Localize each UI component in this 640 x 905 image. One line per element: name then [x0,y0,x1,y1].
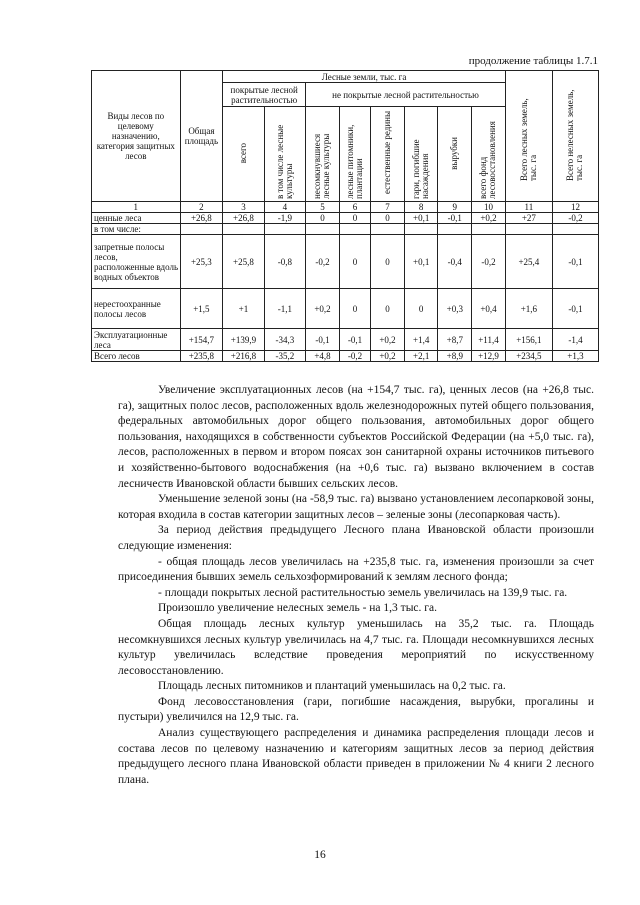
paragraph: Общая площадь лесных культур уменьшилась на 35,2 тыс. га. Площадь несомкнувшихся лесных культур увеличилась на 4,7 тыс. га. Площади несомкнувшихся лесных культур увеличилась вследствие проведения мероприятий по искусственному лесовосстановлению. [118,617,594,677]
table-cell: +0,4 [472,289,506,329]
paragraph: - общая площадь лесов увеличилась на +235,8 тыс. га, изменения произошли за счет присоединения бывших земель сельхозформирований к землям лесного фонда; [118,555,594,584]
table-cell: -0,2 [339,351,370,362]
table-cell: 0 [371,213,405,224]
table-cell: 0 [371,289,405,329]
header-c4-forest-cultures: в том числе лесные культуры [264,107,305,202]
header-total-area: Общая площадь [180,71,223,202]
table-cell: +12,9 [472,351,506,362]
paragraph: Фонд лесовосстановления (гари, погибшие насаждения, вырубки, прогалины и пустыри) увеличился на 12,9 тыс. га. [118,695,594,724]
table-cell: +1,4 [404,329,438,351]
col-number: 1 [92,202,181,213]
paragraph: Увеличение эксплуатационных лесов (на +154,7 тыс. га), ценных лесов (на +26,8 тыс. га), защитных полос лесов, расположенных вдоль железнодорожных путей общего пользования, федеральных автомобильных дорог общего пользования, автомобильных дорог общего пользования, находящихся в собственности субъектов Российской Федерации (на +5,0 тыс. га), лесов, расположенных в первом и втором поясах зон санитарной охраны источников питьевого и хозяйственно-бытового водоснабжения (на +0,6 тыс. га) вызвано включением в состав лесничеств Ивановской области бывших сельских лесов. [118,384,594,490]
table-cell: +8,9 [438,351,472,362]
col-number: 2 [180,202,223,213]
header-c9-clearcuts: вырубки [438,107,472,202]
col-number: 9 [438,202,472,213]
header-forest-lands: Лесные земли, тыс. га [223,71,506,83]
table-cell: -0,1 [339,329,370,351]
table-cell: 0 [371,235,405,289]
body-text [118,383,594,788]
header-covered-lands: покрытые лесной растительностью [223,83,306,107]
table-cell: -35,2 [264,351,305,362]
table-cell: +25,8 [223,235,264,289]
paragraph: Уменьшение зеленой зоны (на -58,9 тыс. га) вызвано установлением лесопарковой зоны, которая входила в состав категории защитных лесов – зеленые зоны (лесопарковая часть). [118,493,594,521]
table-cell: -0,2 [306,235,340,289]
col-number: 3 [223,202,264,213]
table-cell: -0,8 [264,235,305,289]
table-cell: 0 [339,235,370,289]
table-cell: +4,8 [306,351,340,362]
col-number: 8 [404,202,438,213]
table-cell: +26,8 [223,213,264,224]
table-cell: +0,3 [438,289,472,329]
table-cell: -1,1 [264,289,305,329]
table-cell: 0 [339,213,370,224]
table-cell: -0,1 [552,235,598,289]
header-not-covered-lands: не покрытые лесной растительностью [306,83,506,107]
header-c5-unclosed-cultures: несомкнувшиеся лесные культуры [306,107,340,202]
table-cell: +26,8 [180,213,223,224]
table-row [92,213,599,224]
forest-area-table [91,70,599,362]
table-row [92,329,599,351]
table-cell: -0,2 [552,213,598,224]
table-cell: +11,4 [472,329,506,351]
table-cell: +216,8 [223,351,264,362]
table-cell: -0,1 [552,289,598,329]
table-cell: -0,4 [438,235,472,289]
table-cell: +0,1 [404,235,438,289]
table-row [92,235,599,289]
table-cell: -0,1 [438,213,472,224]
col-number: 6 [339,202,370,213]
table-row [92,289,599,329]
header-c6-nurseries: лесные питомники, плантации [339,107,370,202]
paragraph: - площади покрытых лесной растительностью земель увеличилась на 139,9 тыс. га. [158,586,568,599]
table-cell: -34,3 [264,329,305,351]
table-row [92,224,599,235]
col-number: 7 [371,202,405,213]
row-label: Эксплуатационные леса [92,329,181,351]
row-label: в том числе: [92,224,181,235]
header-c3-total: всего [223,107,264,202]
table-cell: +25,4 [505,235,552,289]
header-species: Виды лесов по целевому назначению, категория защитных лесов [92,71,181,202]
table-cell: +0,2 [371,351,405,362]
table-cell: 0 [404,289,438,329]
table-cell: +1,3 [552,351,598,362]
table-cell: 0 [306,213,340,224]
header-total-nonforest-lands: Всего нелесных земель, тыс. га [552,71,598,202]
table-cell: 0 [339,289,370,329]
table-cell: -1,4 [552,329,598,351]
table-cell: +8,7 [438,329,472,351]
table-cell: +1,5 [180,289,223,329]
row-label: нерестоохранные полосы лесов [92,289,181,329]
table-cell: +27 [505,213,552,224]
col-number: 5 [306,202,340,213]
table-cell: +154,7 [180,329,223,351]
table-row [92,351,599,362]
paragraph: Площадь лесных питомников и плантаций уменьшилась на 0,2 тыс. га. [158,680,506,693]
header-total-forest-lands: Всего лесных земель, тыс. га [505,71,552,202]
paragraph: Анализ существующего распределения и динамика распределения площади лесов и состава лесов по целевому назначению и категориям защитных лесов за период действия предыдущего лесного плана Ивановской области приведен в приложении № 4 книги 2 лесного плана. [118,727,594,786]
table-cell: +2,1 [404,351,438,362]
table-cell: +235,8 [180,351,223,362]
table-continuation-label: продолжение таблицы 1.7.1 [468,55,598,67]
table-cell: +139,9 [223,329,264,351]
row-label: Всего лесов [92,351,181,362]
table-cell: +25,3 [180,235,223,289]
table-cell: +0,2 [371,329,405,351]
table-cell: +234,5 [505,351,552,362]
table-cell: +1,6 [505,289,552,329]
header-c7-natural-sparse: естественные редины [371,107,405,202]
row-label: ценные леса [92,213,181,224]
paragraph: Произошло увеличение нелесных земель - на 1,3 тыс. га. [158,602,437,615]
table-cell: -1,9 [264,213,305,224]
table-cell: +156,1 [505,329,552,351]
table-cell: +0,2 [306,289,340,329]
col-number: 10 [472,202,506,213]
col-number: 4 [264,202,305,213]
table-cell: +0,1 [404,213,438,224]
paragraph: За период действия предыдущего Лесного плана Ивановской области произошли следующие изменения: [118,524,594,552]
header-c8-burnt: гари, погибшие насаждения [404,107,438,202]
col-number: 12 [552,202,598,213]
table-cell: -0,2 [472,235,506,289]
row-label: запретные полосы лесов, расположенные вдоль водных объектов [92,235,181,289]
header-c10-reforestation-fund: всего фонд лесовосстановления [472,107,506,202]
table-cell: +1 [223,289,264,329]
table-cell: +0,2 [472,213,506,224]
table-cell: -0,1 [306,329,340,351]
column-number-row [92,202,599,213]
col-number: 11 [505,202,552,213]
page-number: 16 [314,849,326,861]
